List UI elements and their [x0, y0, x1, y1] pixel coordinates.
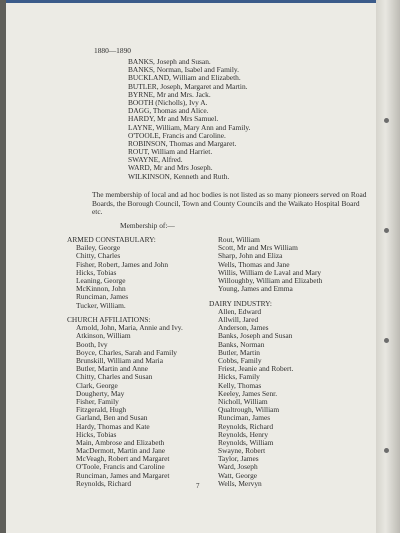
- list-item: Reynolds, Richard: [218, 421, 274, 431]
- list-item: Kelly, Thomas: [218, 380, 262, 390]
- list-item: Booth, Ivy: [76, 339, 108, 349]
- list-item: MacDermott, Martin and Jane: [76, 446, 166, 456]
- list-item: SWAYNE, Alfred.: [128, 155, 183, 165]
- list-item: WILKINSON, Kenneth and Ruth.: [128, 171, 230, 181]
- list-item: Scott, Mr and Mrs William: [218, 243, 298, 253]
- list-item: Reynolds, Henry: [218, 429, 269, 439]
- list-item: Boyce, Charles, Sarah and Family: [76, 347, 177, 357]
- list-item: Young, James and Emma: [218, 284, 293, 294]
- list-item: Hicks, Tobias: [76, 429, 117, 439]
- page-number: 7: [196, 482, 200, 490]
- list-item: Fisher, Family: [76, 396, 119, 406]
- list-item: Bailey, George: [76, 243, 121, 253]
- list-item: Clark, George: [76, 380, 118, 390]
- list-item: BANKS, Joseph and Susan.: [128, 57, 211, 66]
- list-item: Hicks, Family: [218, 372, 260, 382]
- list-item: BUCKLAND, William and Elizabeth.: [128, 73, 241, 83]
- list-item: Garland, Ben and Susan: [76, 413, 148, 423]
- list-item: ROUT, William and Harriet.: [128, 147, 213, 157]
- binding-hole-icon: [384, 448, 389, 453]
- membership-paragraph: The membership of local and ad hoc bodies is not listed as so many pioneers served on Road Boards, the Borough Council, Town and County Councils and the Waikato Hospital Board etc.: [92, 190, 367, 217]
- list-item: Anderson, James: [218, 323, 269, 333]
- list-item: Qualtrough, William: [218, 405, 280, 415]
- list-item: Chitty, Charles: [76, 251, 121, 261]
- pioneer-name-list: [128, 58, 250, 181]
- list-item: McVeagh, Robert and Margaret: [76, 454, 170, 464]
- list-item: Hardy, Thomas and Kate: [76, 421, 150, 431]
- list-item: Butler, Martin and Anne: [76, 364, 148, 374]
- list-item: Rout, William: [218, 235, 260, 244]
- dairy-industry-list: [209, 308, 322, 488]
- list-item: Main, Ambrose and Elizabeth: [76, 437, 165, 447]
- list-item: Reynolds, Richard: [76, 478, 132, 488]
- list-item: Tucker, William.: [76, 300, 126, 310]
- list-item: Allwill, Jared: [218, 315, 259, 325]
- list-item: Arnold, John, Maria, Annie and Ivy.: [76, 323, 183, 333]
- spiral-binding-strip: [376, 0, 400, 533]
- list-item: Hicks, Tobias: [76, 267, 117, 277]
- binding-hole-icon: [384, 118, 389, 123]
- list-item: Wells, Mervyn: [218, 478, 262, 488]
- list-item: Watt, George: [218, 470, 258, 480]
- list-item: LAYNE, William, Mary Ann and Family.: [128, 122, 251, 132]
- list-item: Keeley, James Senr.: [218, 388, 278, 398]
- list-item: Atkinson, William: [76, 331, 131, 341]
- list-item: HARDY, Mr and Mrs Samuel.: [128, 114, 219, 124]
- binding-hole-icon: [384, 338, 389, 343]
- dairy-industry-heading: DAIRY INDUSTRY:: [209, 298, 272, 308]
- list-item: Willoughby, William and Elizabeth: [218, 275, 323, 285]
- list-item: Taylor, James: [218, 454, 259, 464]
- list-item: O'Toole, Francis and Caroline: [76, 462, 165, 472]
- list-item: DAGG, Thomas and Alice.: [128, 106, 209, 116]
- list-item: McKinnon, John: [76, 284, 126, 294]
- list-item: Banks, Joseph and Susan: [218, 331, 293, 341]
- document-page: [6, 0, 398, 533]
- list-item: Butler, Martin: [218, 347, 260, 357]
- list-item: BUTLER, Joseph, Margaret and Martin.: [128, 81, 248, 91]
- list-item: Runciman, James: [218, 413, 271, 423]
- list-item: ROBINSON, Thomas and Margaret.: [128, 138, 237, 148]
- top-binding-tape: [6, 0, 398, 3]
- list-item: Sharp, John and Eliza: [218, 251, 283, 261]
- list-item: Nicholl, William: [218, 396, 268, 406]
- list-item: Banks, Norman: [218, 339, 265, 349]
- list-item: Dougherty, May: [76, 388, 125, 398]
- period-heading: 1880—1890: [94, 46, 131, 55]
- list-item: Ward, Joseph: [218, 462, 258, 472]
- list-item: Cobbs, Family: [218, 356, 262, 366]
- list-item: O'TOOLE, Francis and Caroline.: [128, 130, 226, 140]
- membership-label: Membership of:—: [120, 221, 175, 230]
- right-column: [209, 236, 322, 488]
- list-item: BANKS, Norman, Isabel and Family.: [128, 65, 239, 75]
- list-item: Wells, Thomas and Jane: [218, 259, 290, 269]
- church-affiliations-heading: CHURCH AFFILIATIONS:: [67, 315, 151, 325]
- list-item: Friest, Jeanie and Robert.: [218, 364, 294, 374]
- list-item: Reynolds, William: [218, 437, 274, 447]
- list-item: Fisher, Robert, James and John: [76, 259, 169, 269]
- left-column: [67, 236, 183, 488]
- list-item: Swayne, Robert: [218, 446, 266, 456]
- list-item: Chitty, Charles and Susan: [76, 372, 153, 382]
- list-item: Brunskill, William and Maria: [76, 356, 164, 366]
- binding-hole-icon: [384, 228, 389, 233]
- church-affiliations-continued-list: [209, 236, 322, 293]
- church-affiliations-list: [67, 324, 183, 488]
- list-item: Allen, Edward: [218, 306, 262, 316]
- list-item: BOOTH (Nicholls), Ivy A.: [128, 97, 208, 107]
- list-item: Leaning, George: [76, 275, 126, 285]
- list-item: BYRNE, Mr and Mrs. Jack.: [128, 89, 211, 99]
- list-item: WARD, Mr and Mrs Joseph.: [128, 163, 213, 173]
- armed-constabulary-list: [67, 244, 183, 310]
- list-item: Runciman, James: [76, 292, 129, 302]
- list-item: Fitzgerald, Hugh: [76, 405, 127, 415]
- list-item: Willis, William de Laval and Mary: [218, 267, 322, 277]
- armed-constabulary-heading: ARMED CONSTABULARY:: [67, 235, 156, 244]
- list-item: Runciman, James and Margaret: [76, 470, 170, 480]
